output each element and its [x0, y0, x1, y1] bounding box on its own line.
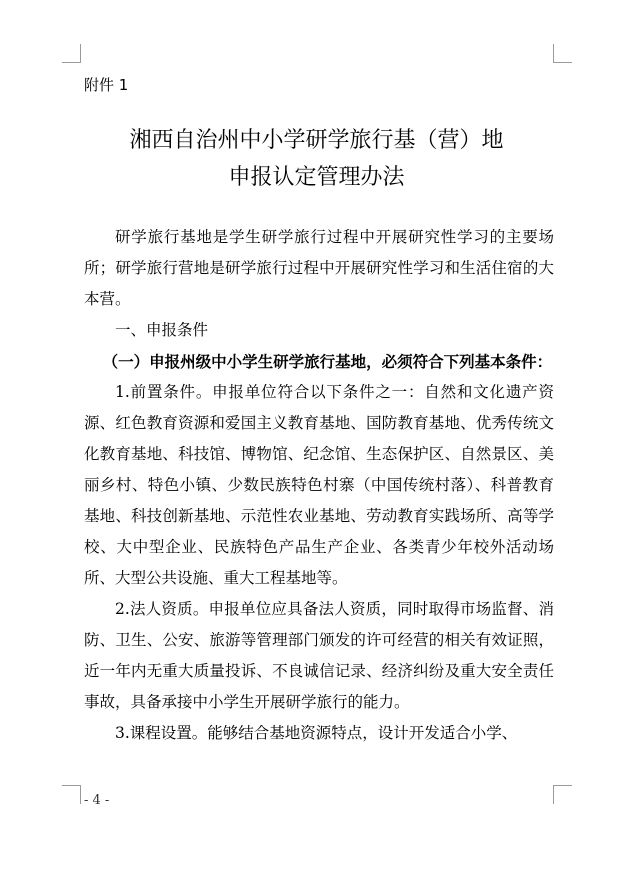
attachment-label: 附件 1	[84, 76, 129, 94]
section-heading: 一、申报条件	[115, 321, 209, 339]
clause-paragraph-1: 1.前置条件。申报单位符合以下条件之一：自然和文化遗产资源、红色教育资源和爱国主义教育基地、国防教育基地、优秀传统文化教育基地、科技馆、博物馆、纪念馆、生态保护区、自然景区、美丽乡村、特色小镇、少数民族特色村寨（中国传统村落）、科普教育基地、科技创新基地、示范性农业基地、劳动教育实践场所、高等学校、大中型企业、民族特色产品生产企业、各类青少年校外活动场所、大型公共设施、重大工程基地等。	[84, 383, 554, 587]
clause-paragraph-3: 3.课程设置。能够结合基地资源特点，设计开发适合小学、	[115, 724, 518, 742]
crop-mark-top-right	[553, 44, 572, 63]
crop-mark-top-left	[62, 44, 81, 63]
subsection-heading: （一）申报州级中小学生研学旅行基地，必须符合下列基本条件：	[102, 352, 553, 371]
document-body	[84, 222, 554, 749]
intro-paragraph: 研学旅行基地是学生研学旅行过程中开展研究性学习的主要场所；研学旅行营地是研学旅行过程中开展研究性学习和生活住宿的大本营。	[84, 228, 554, 308]
crop-mark-bottom-left	[62, 785, 81, 804]
crop-mark-bottom-right	[553, 785, 572, 804]
document-title-line1: 湘西自治州中小学研学旅行基（营）地	[129, 128, 504, 153]
clause-paragraph-2: 2.法人资质。申报单位应具备法人资质，同时取得市场监督、消防、卫生、公安、旅游等管理部门颁发的许可经营的相关有效证照，近一年内无重大质量投诉、不良诚信记录、经济纠纷及重大安全责任事故，具备承接中小学生开展研学旅行的能力。	[84, 600, 554, 711]
document-title-line2: 申报认定管理办法	[228, 165, 405, 190]
page-number: - 4 -	[84, 793, 110, 808]
